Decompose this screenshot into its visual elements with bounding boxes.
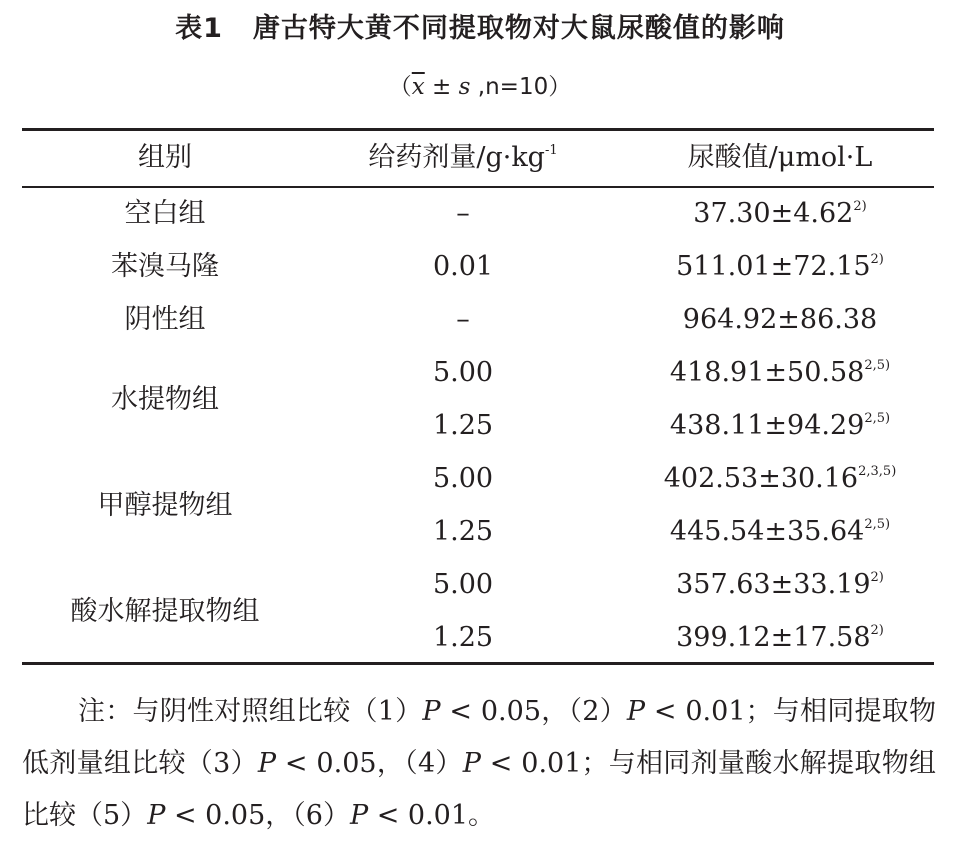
dose-cell: 5.00: [432, 463, 494, 494]
uric-acid-cell: [625, 463, 935, 495]
uric-acid-cell: [625, 304, 935, 336]
group-name: 甲醇提物组: [97, 489, 233, 521]
table-bottom-rule: [22, 662, 934, 665]
group-name: 酸水解提取物组: [70, 595, 260, 627]
uric-acid-value: 357.63±33.19: [676, 569, 871, 600]
uric-acid-value: 402.53±30.16: [663, 463, 859, 494]
mean-symbol: $\overline{x}$: [411, 74, 425, 100]
dose-cell: –: [456, 304, 470, 335]
uric-acid-value: 418.91±50.58: [669, 357, 865, 388]
dose-cell: 1.25: [432, 622, 494, 653]
dose-cell: 5.00: [432, 569, 494, 600]
significance-marker: 2,3,5): [858, 464, 897, 479]
uric-acid-value: 445.54±35.64: [669, 516, 865, 547]
dose-cell: 5.00: [432, 357, 494, 388]
uric-acid-cell: [625, 516, 935, 548]
sample-size: ,n=10: [470, 74, 549, 100]
group-name: 苯溴马隆: [111, 251, 219, 282]
uric-acid-cell: [625, 251, 935, 283]
uric-acid-cell: [625, 357, 935, 389]
significance-marker: 2,5): [864, 358, 891, 373]
header-group: 组别: [138, 142, 192, 173]
uric-acid-value: 399.12±17.58: [676, 622, 871, 653]
table-title: 唐古特大黄不同提取物对大鼠尿酸值的影响: [252, 13, 785, 44]
significance-marker: 2): [870, 623, 884, 638]
uric-acid-cell: [625, 198, 935, 230]
table-number: 表1: [175, 13, 223, 44]
dose-cell: 0.01: [432, 251, 494, 282]
header-uric-acid: 尿酸值/μmol·L: [687, 142, 873, 173]
significance-marker: 2,5): [864, 517, 891, 532]
sd-symbol: s: [458, 74, 471, 100]
dose-cell: 1.25: [432, 516, 494, 547]
dose-cell: 1.25: [432, 410, 494, 441]
uric-acid-cell: [625, 410, 935, 442]
uric-acid-value: 511.01±72.15: [676, 251, 871, 282]
table-header-rule: [22, 186, 934, 188]
header-dose: 给药剂量$/g\cdot kg^{-1}$: [368, 142, 558, 173]
uric-acid-value: 37.30±4.62: [693, 198, 854, 229]
uric-acid-value: 438.11±94.29: [669, 410, 865, 441]
group-name: 阴性组: [124, 304, 206, 335]
table-subcaption: （$\overline{x} \pm s$ ,n=10）: [388, 74, 572, 100]
significance-marker: 2): [870, 252, 884, 267]
significance-marker: 2): [853, 199, 867, 214]
table-caption: [0, 6, 960, 45]
table-note: 注：与阴性对照组比较（1）P < 0.05，（2）P < 0.01；与相同提取物低剂量组比较（3）P < 0.05，（4）P < 0.01；与相同剂量酸水解提取物组比较（5）P < 0.05，（6）P < 0.01。: [22, 696, 936, 831]
significance-marker: 2,5): [864, 411, 891, 426]
table-top-rule: [22, 128, 934, 131]
uric-acid-cell: [625, 569, 935, 601]
uric-acid-value: 964.92±86.38: [682, 304, 878, 335]
dose-cell: –: [456, 198, 470, 229]
group-name: 水提物组: [111, 383, 219, 415]
significance-marker: 2): [870, 570, 884, 585]
uric-acid-cell: [625, 622, 935, 654]
group-name: 空白组: [124, 198, 206, 229]
